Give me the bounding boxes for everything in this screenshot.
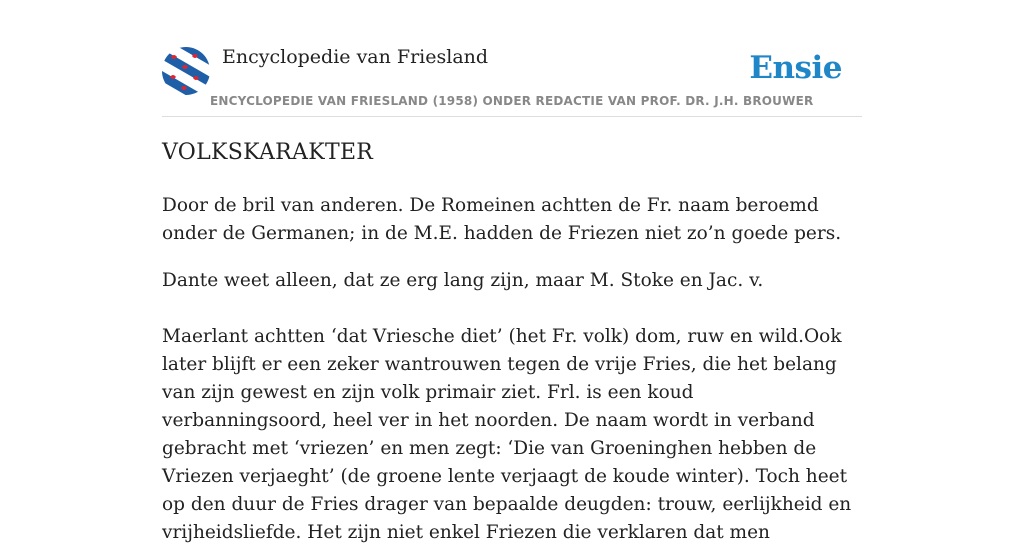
site-title[interactable]: Encyclopedie van Friesland	[222, 46, 489, 68]
friesland-flag-icon[interactable]	[162, 47, 210, 95]
article-paragraph: Door de bril van anderen. De Romeinen achtten de Fr. naam beroemd onder de Germanen; in de M.E. hadden de Friezen niet zo’n goede pers.	[162, 195, 842, 244]
encyclopedia-subtitle: ENCYCLOPEDIE VAN FRIESLAND (1958) ONDER REDACTIE VAN PROF. DR. J.H. BROUWER	[210, 94, 814, 108]
article-paragraph: Maerlant achtten ‘dat Vriesche diet’ (het Fr. volk) dom, ruw en wild.Ook later blijft er een zeker wantrouwen tegen de vrije Fries, die het belang van zijn gewest en zijn volk primair ziet. Frl. is een koud verbanningsoord, heel ver in het noorden. De naam wordt in verband gebracht met ‘vriezen’ en men zegt: ‘Die van Groeninghen hebben de Vriezen verjaeght’ (de groene lente verjaagt de koude winter). Toch heet op den duur de Fries drager van bepaalde deugden: trouw, eerlijkheid en vrijheidsliefde. Het zijn niet enkel Friezen die verklaren dat men	[162, 326, 852, 543]
page-title: VOLKSKARAKTER	[162, 140, 374, 165]
ensie-logo-link[interactable]: Ensie	[749, 50, 842, 86]
article-body	[162, 192, 862, 547]
site-header	[162, 44, 862, 117]
article-paragraph: Dante weet alleen, dat ze erg lang zijn, maar M. Stoke en Jac. v.	[162, 270, 764, 291]
